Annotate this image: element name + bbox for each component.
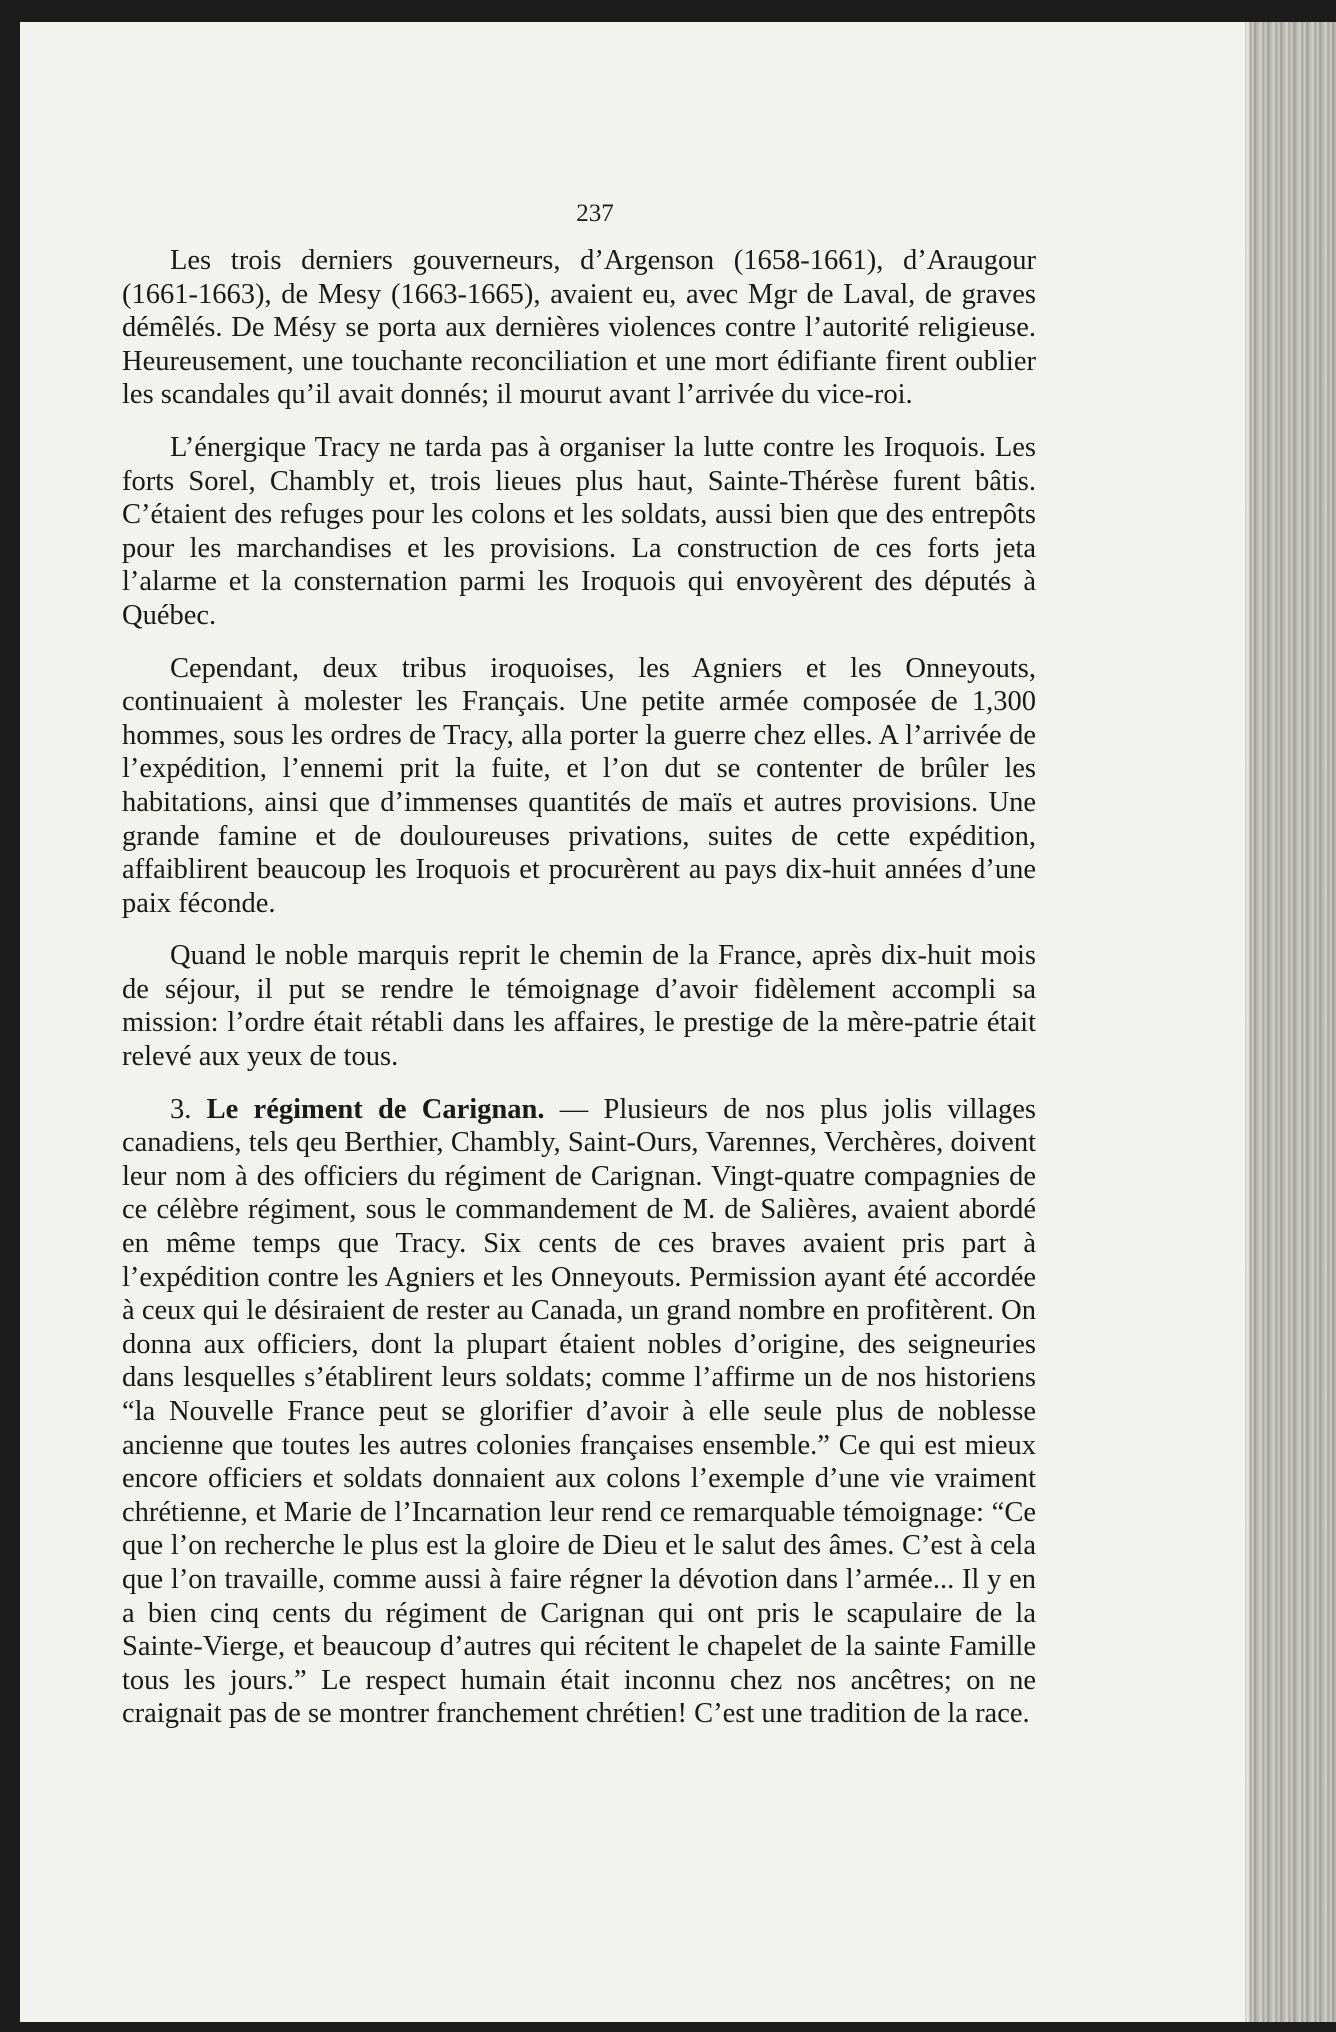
page-number: 237 (576, 200, 614, 227)
page-edge-texture (1245, 22, 1336, 2022)
section-number: 3. (170, 1093, 192, 1125)
section-body: — Plusieurs de nos plus jolis villages canadiens, tels qeu Berthier, Chambly, Saint-Ours, Varennes, Verchères, doivent leur nom à des officiers du régiment de Carignan. Vingt-quatre compagnies de ce célèbre régiment, sous le commandement de M. de Salières, avaient abordé en même temps que Tracy. Six cents de ces braves avaient pris part à l’expédition contre les Agniers et les Onneyouts. Permission ayant été accordée à ceux qui le désiraient de rester au Canada, un grand nombre en profitèrent. On donna aux officiers, dont la plupart étaient nobles d’origine, des seigneuries dans lesquelles s’établirent leurs soldats; comme l’affirme un de nos historiens “la Nouvelle France peut se glorifier d’avoir à elle seule plus de noblesse ancienne que toutes les autres colonies françaises ensemble.” Ce qui est mieux encore officiers et soldats donnaient aux colons l’exemple d’une vie vraiment chrétienne, et Marie de l’Incarnation leur rend ce remarquable témoignage: “Ce que l’on recherche le plus est la gloire de Dieu et le salut des âmes. C’est à cela que l’on travaille, comme aussi à faire régner la dévotion dans l’armée... Il y en a bien cinq cents du régiment de Carignan qui ont pris le scapulaire de la Sainte-Vierge, et beaucoup d’autres qui récitent le chapelet de la sainte Famille tous les jours.” Le respect humain était inconnu chez nos ancêtres; on ne craignait pas de se montrer franchement chrétien! C’est une tradition de la race. (122, 1093, 1037, 1730)
paragraph-marquis-return: Quand le noble marquis reprit le chemin de la France, après dix-huit mois de séjour, il put se rendre le témoignage d’avoir fidèlement accompli sa mission: l’ordre était rétabli dans les affaires, le prestige de la mère-patrie était relevé aux yeux de tous. (122, 940, 1036, 1073)
paragraph-governors: Les trois derniers gouverneurs, d’Argenson (1658-1661), d’Araugour (1661-1663), de Mesy (1663-1665), avaient eu, avec Mgr de Laval, de graves démêlés. De Mésy se porta aux dernières violences contre l’autorité religieuse. Heureusement, une touchante reconciliation et une mort édifiante firent oublier les scandales qu’il avait donnés; il mourut avant l’arrivée du vice-roi. (122, 245, 1036, 411)
paragraph-iroquois-expedition: Cependant, deux tribus iroquoises, les Agniers et les Onneyouts, continuaient à molester les Français. Une petite armée composée de 1,300 hommes, sous les ordres de Tracy, alla porter la guerre chez elles. A l’arrivée de l’expédition, l’ennemi prit la fuite, et l’on dut se contenter de brûler les habitations, ainsi que d’immenses quantités de maïs et autres provisions. Une grande famine et de douloureuses privations, suites de cette expédition, affaiblirent beaucoup les Iroquois et procurèrent au pays dix-huit années d’une paix féconde. (122, 652, 1036, 919)
section-title: Le régiment de Carignan. (206, 1093, 545, 1125)
page-body (122, 244, 1036, 1731)
book-page (20, 22, 1250, 2022)
paragraph-tracy-forts: L’énergique Tracy ne tarda pas à organiser la lutte contre les Iroquois. Les forts Sorel, Chambly et, trois lieues plus haut, Sainte-Thérèse furent bâtis. C’étaient des refuges pour les colons et les soldats, aussi bien que des entrepôts pour les marchandises et les provisions. La construction de ces forts jeta l’alarme et la consternation parmi les Iroquois qui envoyèrent des députés à Québec. (122, 431, 1036, 631)
paragraph-section-carignan (122, 1093, 1036, 1731)
